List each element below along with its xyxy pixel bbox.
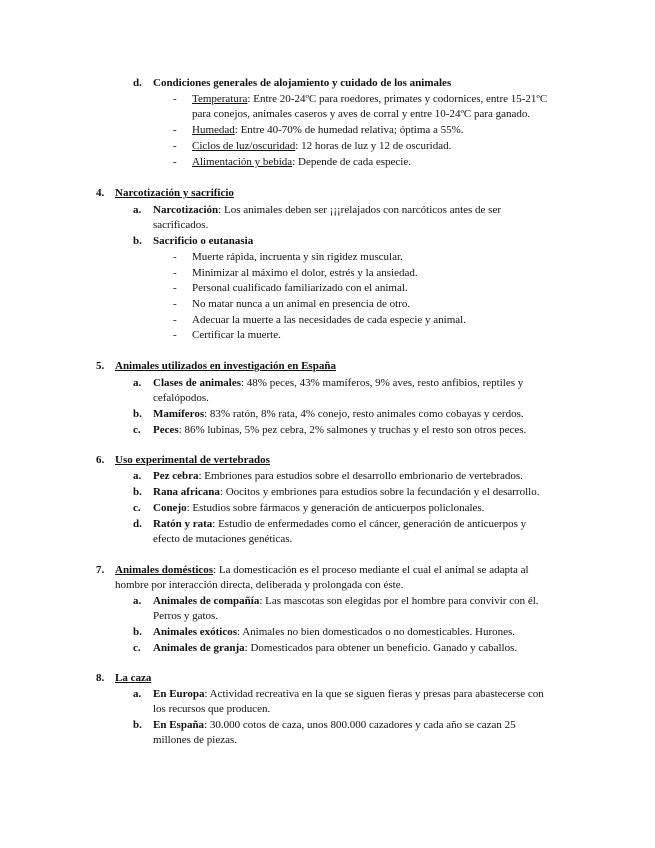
list-item — [153, 203, 501, 219]
dash-bullet: - — [173, 124, 177, 136]
item-marker: a. — [133, 470, 142, 482]
list-item — [153, 687, 544, 703]
dash-bullet: - — [173, 140, 177, 152]
section-number: 5. — [96, 360, 105, 372]
list-item: Minimizar al máximo el dolor, estrés y la ansiedad. — [192, 267, 418, 279]
list-item-continuation: sacrificados. — [153, 219, 209, 231]
list-item: Certificar la muerte. — [192, 329, 281, 341]
item-term: En Europa — [153, 688, 205, 700]
item-marker: a. — [133, 204, 142, 216]
item-marker: c. — [133, 502, 141, 514]
item-marker: a. — [133, 595, 142, 607]
list-item-continuation: millones de piezas. — [153, 734, 238, 746]
dash-bullet: - — [173, 329, 177, 341]
list-item — [192, 139, 451, 155]
item-term: Peces — [153, 424, 179, 436]
section-paragraph — [115, 563, 529, 579]
dash-bullet: - — [173, 156, 177, 168]
list-item-continuation: efecto de mutaciones genéticas. — [153, 533, 293, 545]
section-title: Animales domésticos — [115, 564, 214, 576]
section-number: 6. — [96, 454, 105, 466]
item-term: Temperatura — [192, 93, 248, 105]
item-text: : Domesticados para obtener un beneficio. Ganado y caballos. — [244, 642, 518, 654]
list-item — [153, 517, 526, 533]
list-item — [153, 485, 539, 501]
item-text: : Depende de cada especie. — [292, 156, 411, 168]
item-term: Narcotización — [153, 204, 219, 216]
item-term: Clases de animales — [153, 377, 241, 389]
item-marker: c. — [133, 424, 141, 436]
item-term: Mamíferos — [153, 408, 205, 420]
item-text: : 86% lubinas, 5% pez cebra, 2% salmones y truchas y el resto son otros peces. — [178, 424, 527, 436]
dash-bullet: - — [173, 93, 177, 105]
item-text: : 83% ratón, 8% rata, 4% conejo, resto animales como cobayas y cerdos. — [204, 408, 524, 420]
item-term: Sacrificio o eutanasia — [153, 235, 254, 247]
item-text: : 12 horas de luz y 12 de oscuridad. — [295, 140, 452, 152]
item-term: Conejo — [153, 502, 187, 514]
item-marker: b. — [133, 408, 142, 420]
dash-bullet: - — [173, 298, 177, 310]
list-item — [153, 423, 526, 439]
section-number: 8. — [96, 672, 105, 684]
item-marker: c. — [133, 642, 141, 654]
item-text: : Entre 40-70% de humedad relativa; óptima a 55%. — [234, 124, 464, 136]
item-term: Ratón y rata — [153, 518, 213, 530]
item-text: : Oocitos y embriones para estudios sobre la fecundación y el desarrollo. — [219, 486, 540, 498]
list-item — [153, 625, 515, 641]
list-item-continuation: Perros y gatos. — [153, 610, 219, 622]
list-item-continuation: para conejos, animales caseros y aves de corral y entre 10-24ºC para ganado. — [192, 108, 531, 120]
item-term: Ciclos de luz/oscuridad — [192, 140, 296, 152]
item-text: : Estudios sobre fármacos y generación de anticuerpos policlonales. — [186, 502, 485, 514]
item-term: Animales de granja — [153, 642, 245, 654]
item-text: : Embriones para estudios sobre el desarrollo embrionario de vertebrados. — [198, 470, 523, 482]
list-item: Personal cualificado familiarizado con el animal. — [192, 282, 408, 294]
item-marker: b. — [133, 626, 142, 638]
list-item — [153, 501, 484, 517]
item-term: Animales exóticos — [153, 626, 238, 638]
item-marker: b. — [133, 235, 142, 247]
item-term: En España — [153, 719, 205, 731]
list-item — [192, 155, 411, 171]
list-item — [153, 469, 523, 485]
list-item-continuation: los recursos que producen. — [153, 703, 271, 715]
item-text: : Entre 20-24ºC para roedores, primates y codornices, entre 15-21ºC — [247, 93, 548, 105]
list-item: Adecuar la muerte a las necesidades de cada especie y animal. — [192, 314, 466, 326]
item-term: Humedad — [192, 124, 235, 136]
item-marker: b. — [133, 486, 142, 498]
item-text: : Los animales deben ser ¡¡¡relajados con narcóticos antes de ser — [218, 204, 502, 216]
section-number: 4. — [96, 187, 105, 199]
item-text: : Animales no bien domesticados o no domesticables. Hurones. — [237, 626, 516, 638]
subsection-title: Condiciones generales de alojamiento y cuidado de los animales — [153, 77, 452, 89]
section-text: : La domesticación es el proceso mediante el cual el animal se adapta al — [213, 564, 529, 576]
item-text: : Estudio de enfermedades como el cáncer, generación de anticuerpos y — [212, 518, 527, 530]
list-item — [192, 92, 547, 108]
item-marker: d. — [133, 518, 142, 530]
list-item — [153, 594, 539, 610]
dash-bullet: - — [173, 267, 177, 279]
list-item — [153, 641, 517, 657]
section-title: Animales utilizados en investigación en España — [115, 360, 336, 372]
dash-bullet: - — [173, 314, 177, 326]
list-item-continuation: cefalópodos. — [153, 392, 209, 404]
item-term: Alimentación y bebida — [192, 156, 293, 168]
list-item: Muerte rápida, incruenta y sin rigidez muscular. — [192, 251, 403, 263]
item-text: : Actividad recreativa en la que se siguen fieras y presas para abastecerse con — [204, 688, 544, 700]
dash-bullet: - — [173, 251, 177, 263]
list-item — [153, 376, 523, 392]
item-marker: a. — [133, 377, 142, 389]
list-item — [192, 123, 464, 139]
section-text-continuation: hombre por interacción directa, deliberada y prolongada con éste. — [115, 579, 404, 591]
item-text: : Las mascotas son elegidas por el hombre para convivir con él. — [259, 595, 539, 607]
section-number: 7. — [96, 564, 105, 576]
list-item — [153, 718, 516, 734]
dash-bullet: - — [173, 282, 177, 294]
section-title: La caza — [115, 672, 152, 684]
item-text: : 48% peces, 43% mamíferos, 9% aves, resto anfibios, reptiles y — [241, 377, 524, 389]
item-term: Pez cebra — [153, 470, 199, 482]
list-item — [153, 407, 524, 423]
item-marker: b. — [133, 719, 142, 731]
item-text: : 30.000 cotos de caza, unos 800.000 cazadores y cada año se cazan 25 — [204, 719, 516, 731]
item-term: Animales de compañía — [153, 595, 260, 607]
section-title: Uso experimental de vertebrados — [115, 454, 270, 466]
section-title: Narcotización y sacrificio — [115, 187, 234, 199]
item-term: Rana africana — [153, 486, 220, 498]
item-marker: a. — [133, 688, 142, 700]
subsection-marker: d. — [133, 77, 142, 89]
list-item: No matar nunca a un animal en presencia de otro. — [192, 298, 411, 310]
